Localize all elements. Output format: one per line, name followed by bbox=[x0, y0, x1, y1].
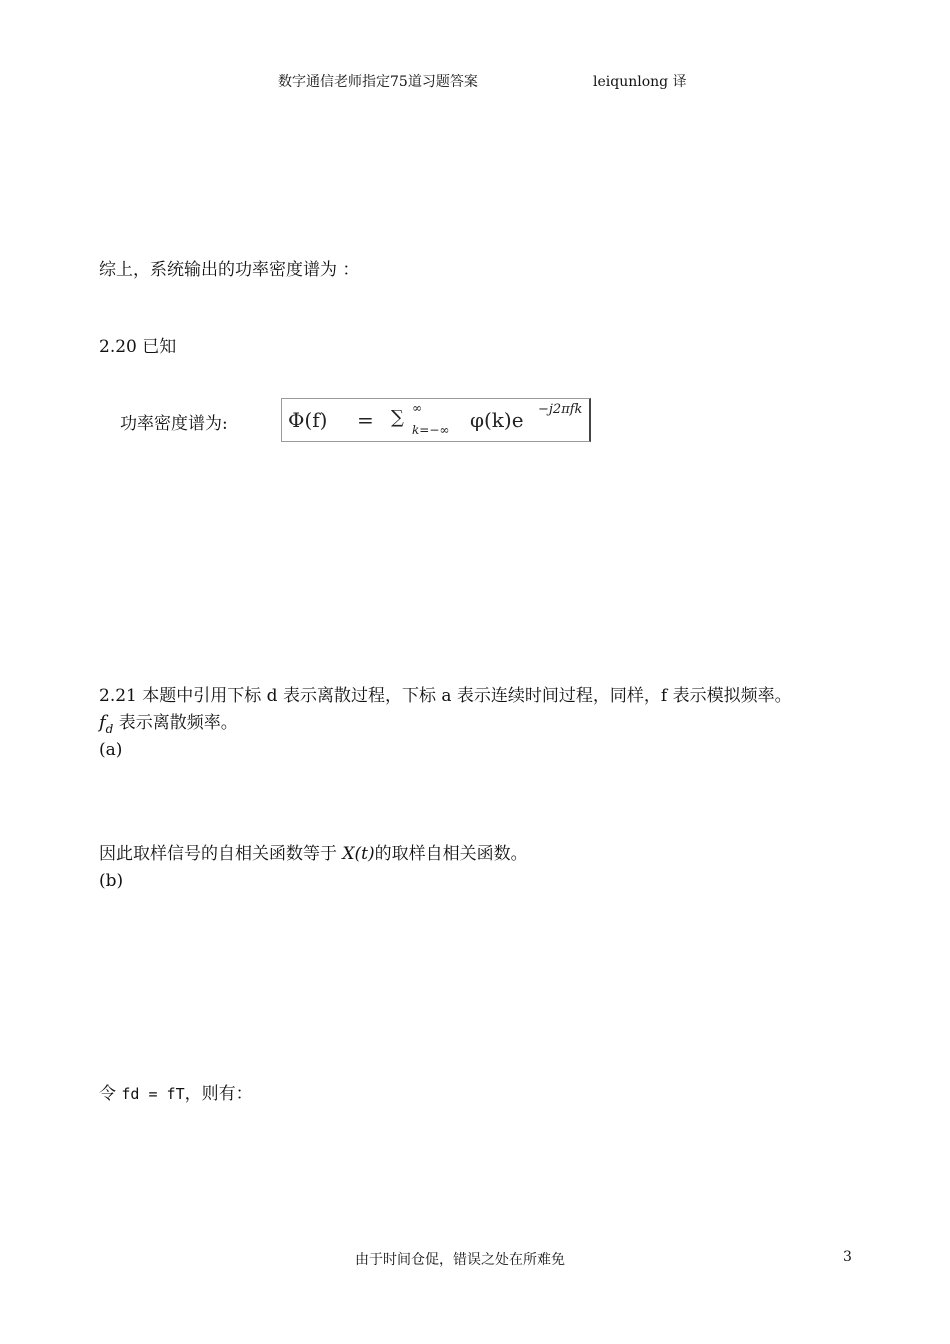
formula-equals: = bbox=[357, 408, 374, 432]
formula-lhs: Φ(f) bbox=[288, 408, 328, 432]
part-a-label: (a) bbox=[99, 740, 123, 760]
fd-subscript: d bbox=[105, 722, 114, 736]
fd-symbol: f bbox=[99, 712, 106, 733]
conclusion-suffix: 的取样自相关函数。 bbox=[374, 844, 528, 864]
formula-term: φ(k)e bbox=[470, 408, 524, 432]
problem-2-21-text: 2.21 本题中引用下标 d 表示离散过程，下标 a 表示连续时间过程，同样，f 表示模拟频率。 bbox=[99, 686, 792, 706]
footer-note: 由于时间仓促，错误之处在所难免 bbox=[355, 1252, 565, 1268]
header-title: 数字通信老师指定75道习题答案 bbox=[278, 74, 478, 90]
part-b-label: (b) bbox=[99, 871, 124, 891]
header-translator: leiqunlong 译 bbox=[593, 74, 687, 90]
let-statement bbox=[99, 1083, 253, 1105]
let-prefix: 令 bbox=[99, 1084, 122, 1104]
formula-sum-lower: k=−∞ bbox=[412, 423, 450, 437]
conclusion-prefix: 因此取样信号的自相关函数等于 bbox=[99, 844, 343, 864]
psd-label: 功率密度谱为: bbox=[120, 414, 228, 434]
formula-sum-sign: ∑ bbox=[391, 407, 404, 428]
let-suffix: ，则有： bbox=[184, 1084, 253, 1104]
summary-text: 综上，系统输出的功率密度谱为 ： bbox=[99, 260, 360, 280]
problem-2-20-title: 2.20 已知 bbox=[99, 337, 177, 357]
formula-sum-upper: ∞ bbox=[412, 401, 422, 415]
psd-formula bbox=[281, 398, 591, 442]
conclusion-variable: X(t) bbox=[342, 844, 375, 864]
page-number: 3 bbox=[843, 1249, 852, 1265]
let-expression: fd = fT bbox=[121, 1085, 185, 1103]
fd-definition bbox=[99, 712, 238, 735]
fd-text: 表示离散频率。 bbox=[113, 713, 238, 733]
autocorrelation-conclusion bbox=[99, 843, 528, 865]
formula-exponent: −j2πfk bbox=[538, 402, 583, 417]
